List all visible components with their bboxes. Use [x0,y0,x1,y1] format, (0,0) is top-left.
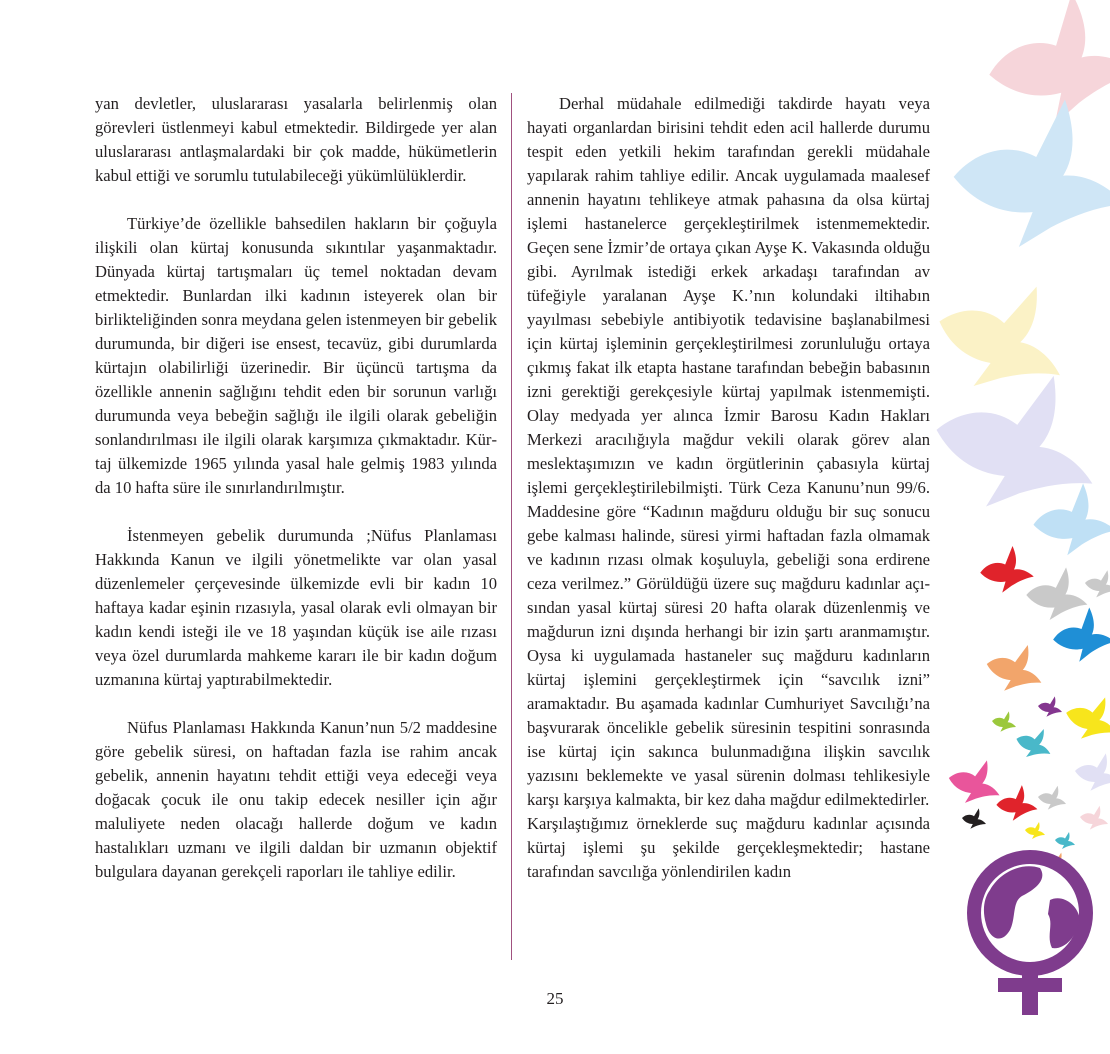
right-paragraph-1: Derhal müdahale edilmediği takdirde hayatı veya hayati organlardan birisini tehdit eden acil hallerde durumu tespit eden yetkili hekim tarafından gerekli müdahale yapılarak rahim tahliye edilir. Ancak uygulamada maalesef annenin hayatını tehlikeye atmak pahasına da olsa kürtaj işlemi hastanelerce gerçekleştirilmek istenmemektedir. Geçen sene İzmir’de ortaya çıkan Ayşe K. Vakasında olduğu gibi. Ayrılmak istediği erkek arkadaşı tarafından av tüfeğiyle yaralanan Ayşe K.’nın kolundaki iltihabın yayılması sebebiyle antibiyotik tedavisine başlanabilmesi için kürtaj işleminin gerçekleştirilmesi zorunluluğu ortaya çıkmış fakat ilk etapta hastane tarafından bebeğin babasının izni gerektiği gerekçesiyle kürtaj yapılmak istenmemişti. Olay medyada yer alınca İzmir Barosu Kadın Hakları Merkezi aracılığıyla mağdur vekili olarak görev alan meslektaşımızın ve kadın örgütlerinin çabasıyla kürtaj işlemi gerçekleştirilebilmişti. Türk Ceza Kanunu’nun 99/6. Maddesine göre “Kadının mağduru olduğu bir suç sonucu gebe kalması halinde, süresi yirmi haftadan fazla olmamak ve kadının rızası olmak koşuluyla, gebeliği sona erdirene ceza verilmez.” Görüldüğü üzere suç mağduru kadınlar açısından yasal kürtaj süresi 20 hafta olarak düzenlenmiş ve mağdurun izni dışında herhangi bir izin şartı aranmamıştır. Oysa ki uygulamada hastaneler suç mağduru kadınların kürtaj işlemini gerçekleştirmek için “savcılık izni” aramaktadır. Bu aşamada kadınlar Cumhuriyet Savcılığı’na başvurarak öncelikle gebelik süresinin tespitini sonrasında ise kürtaj için sakınca bulunmadığına ilişkin savcılık yazısını beklemekte ve yasal sürenin dolması tehlikesiyle karşı karşıya kalmakta, bir kez daha mağdur edilmektedirler. [527,94,930,809]
left-column [95,92,497,884]
dove-icon [994,783,1038,822]
dove-icon [985,642,1045,694]
dove-icon [992,711,1016,731]
dove-icon [930,366,1101,515]
dove-icon [1038,696,1062,716]
dove-icon [1075,753,1110,790]
dove-icon [1014,725,1055,761]
dove-icon [1025,822,1045,839]
left-paragraph-3: İstenmeyen gebelik durumunda ;Nüfus Planlaması Hakkında Kanun ve ilgili yönetmelikte var olan yasal düzenlemeler çerçevesinde ülkemizde evli bir kadın 10 haftaya kadar eşinin rızasıyla, yasal olarak evli olmayan bir kadın kendi isteği ile ve 18 yaşından küçük ise aile rızası veya özel durumlarda mahkeme kararı ile bir kadın doğum uzmanına kürtaj yaptırabilmektedir. [95,526,497,689]
dove-icon [947,757,1003,806]
right-column [527,92,930,884]
dove-icon [1038,786,1066,810]
dove-icon [948,95,1110,252]
dove-icon [1063,692,1110,743]
dove-icon [1024,566,1088,622]
dove-icon [1085,570,1110,597]
doves-decoration [930,0,1110,1054]
column-divider [511,93,512,960]
dove-icon [1080,806,1108,830]
dove-icon [962,808,986,828]
dove-icon [974,0,1110,137]
right-paragraph-2: Karşılaştığımız örneklerde suç mağduru kadınlar açısında kürtaj işlemi şu şekilde gerçekleşmektedir; hastane tarafından savcılığa yönlendirilen kadın [527,814,930,881]
dove-icon [977,543,1036,596]
venus-symbol-icon [974,857,1086,1015]
dove-icon [1028,479,1110,560]
left-paragraph-2: Türkiye’de özellikle bahsedilen hakların bir çoğuyla ilişkili olan kürtaj konusunda sıkıntılar yaşanmaktadır. Dünyada kürtaj tartışmaları üç temel noktadan devam etmektedir. Bunlardan ilki kadının isteyerek olan bir birlikteliğinden sonra meydana gelen istenmeyen bir gebelik durumunda, bir diğeri ise ensest, tecavüz, gibi durumlarda kürtajın olabilirliği üzerinedir. Bir üçüncü tartışma da özellikle annenin sağlığını tehdit eden bir sorunun varlığı durumunda veya bebeğin sağlığı ile ilgili olarak gebeliğin sonlandırılması ile ilgili olarak karşımıza çıkmaktadır. Kürtaj ülkemizde 1965 yılında yasal hale gelmiş 1983 yılında da 10 hafta süre ile sınırlandırılmıştır. [95,214,497,497]
left-paragraph-4: Nüfus Planlaması Hakkında Kanun’nun 5/2 maddesine göre gebelik süresi, on haftadan fazla ise rahim ancak gebelik, annenin hayatını tehdit ettiği veya edeceği veya doğacak çocuk ile onu takip edecek nesiller için ağır maluliyete neden olacağı hallerde doğum ve kadın hastalıkları uzmanı ve ilgili daldan bir uzmanın objektif bulgulara dayanan gerekçeli raporları ile tahliye edilir. [95,718,497,881]
left-paragraph-1: yan devletler, uluslararası yasalarla belirlenmiş olan görevleri üstlenmeyi kabul etmektedir. Bildirgede yer alan uluslararası antlaşmalardaki bir çok madde, hükümetlerin kabul ettiği ve sorumlu tutulabileceği yükümlülüklerdir. [95,94,497,185]
dove-icon [1055,832,1075,849]
page-number: 25 [546,989,564,1008]
